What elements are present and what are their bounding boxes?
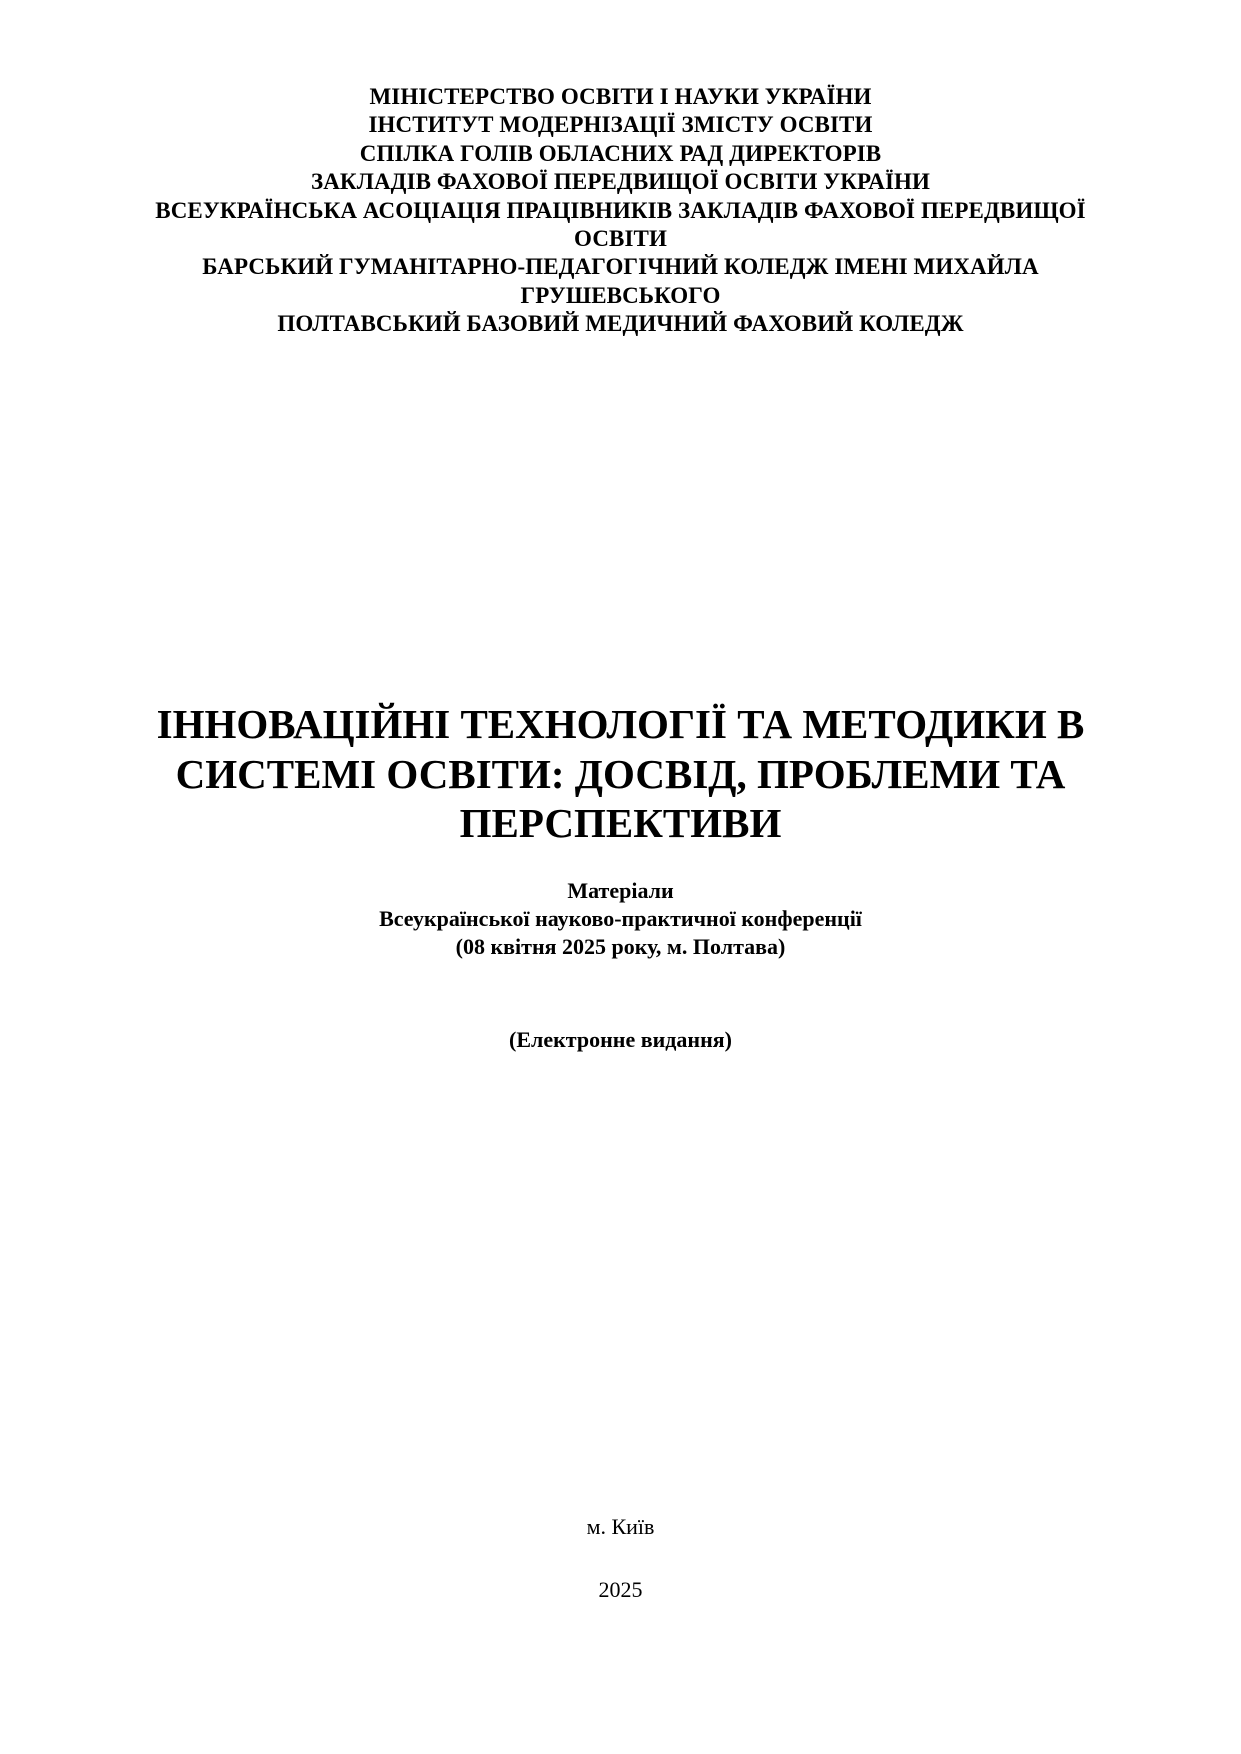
title-line: ПЕРСПЕКТИВИ [459, 800, 782, 846]
title-line: ІННОВАЦІЙНІ ТЕХНОЛОГІЇ ТА МЕТОДИКИ В [156, 701, 1085, 747]
conference-subtitle [120, 877, 1121, 961]
document-title [120, 700, 1121, 849]
header-line: БАРСЬКИЙ ГУМАНІТАРНО-ПЕДАГОГІЧНИЙ КОЛЕДЖ ІМЕНІ МИХАЙЛА [202, 254, 1039, 280]
organizations-header [120, 83, 1121, 339]
header-line: ВСЕУКРАЇНСЬКА АСОЦІАЦІЯ ПРАЦІВНИКІВ ЗАКЛАДІВ ФАХОВОЇ ПЕРЕДВИЩОЇ [155, 197, 1086, 223]
publication-city: м. Київ [586, 1514, 655, 1539]
subtitle-line: Всеукраїнської науково-практичної конференції [379, 906, 862, 931]
header-line: ЗАКЛАДІВ ФАХОВОЇ ПЕРЕДВИЩОЇ ОСВІТИ УКРАЇНИ [310, 169, 930, 195]
header-line: ІНСТИТУТ МОДЕРНІЗАЦІЇ ЗМІСТУ ОСВІТИ [368, 112, 873, 138]
header-line: МІНІСТЕРСТВО ОСВІТИ І НАУКИ УКРАЇНИ [369, 84, 872, 109]
subtitle-line: (08 квітня 2025 року, м. Полтава) [455, 934, 786, 959]
publication-year: 2025 [598, 1577, 643, 1602]
title-line: СИСТЕМІ ОСВІТИ: ДОСВІД, ПРОБЛЕМИ ТА [175, 750, 1066, 797]
header-line: ОСВІТИ [574, 226, 667, 252]
header-line: ГРУШЕВСЬКОГО [520, 282, 721, 308]
header-line: СПІЛКА ГОЛІВ ОБЛАСНИХ РАД ДИРЕКТОРІВ [359, 140, 882, 166]
header-line: ПОЛТАВСЬКИЙ БАЗОВИЙ МЕДИЧНИЙ ФАХОВИЙ КОЛЕДЖ [277, 311, 964, 337]
edition-note: (Електронне видання) [509, 1027, 732, 1052]
subtitle-line: Матеріали [567, 878, 674, 903]
